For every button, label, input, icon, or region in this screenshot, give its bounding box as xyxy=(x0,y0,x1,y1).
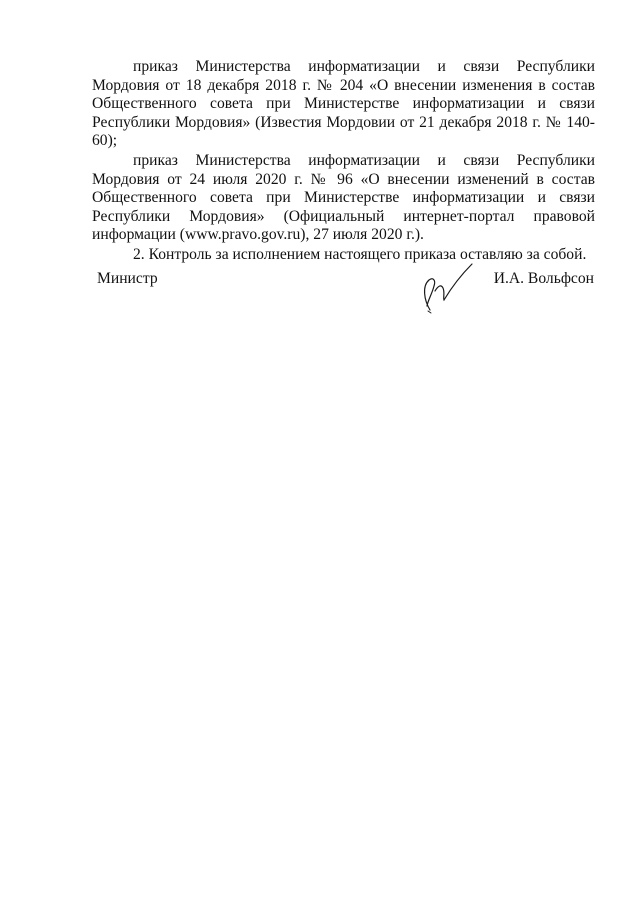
handwritten-signature xyxy=(414,256,486,316)
paragraph-order-2020: приказ Министерства информатизации и связи Республики Мордовия от 24 июля 2020 г. № 96 «О внесении изменений в состав Общественного совета при Министерстве информатизации и связи Республики Мордовия» (Официальный интернет-портал правовой информации (www.pravo.gov.ru), 27 июля 2020 г.). xyxy=(92,151,595,244)
document-body xyxy=(92,58,595,265)
signatory-position: Министр xyxy=(97,270,158,287)
signatory-name: И.А. Вольфсон xyxy=(493,270,594,287)
paragraph-control-clause: 2. Контроль за исполнением настоящего приказа оставляю за собой. xyxy=(133,245,587,263)
paragraph-order-2018: приказ Министерства информатизации и связи Республики Мордовия от 18 декабря 2018 г. № 204 «О внесении изменения в состав Общественного совета при Министерстве информатизации и связи Республики Мордовия» (Известия Мордовии от 21 декабря 2018 г. № 140-60); xyxy=(92,58,595,150)
